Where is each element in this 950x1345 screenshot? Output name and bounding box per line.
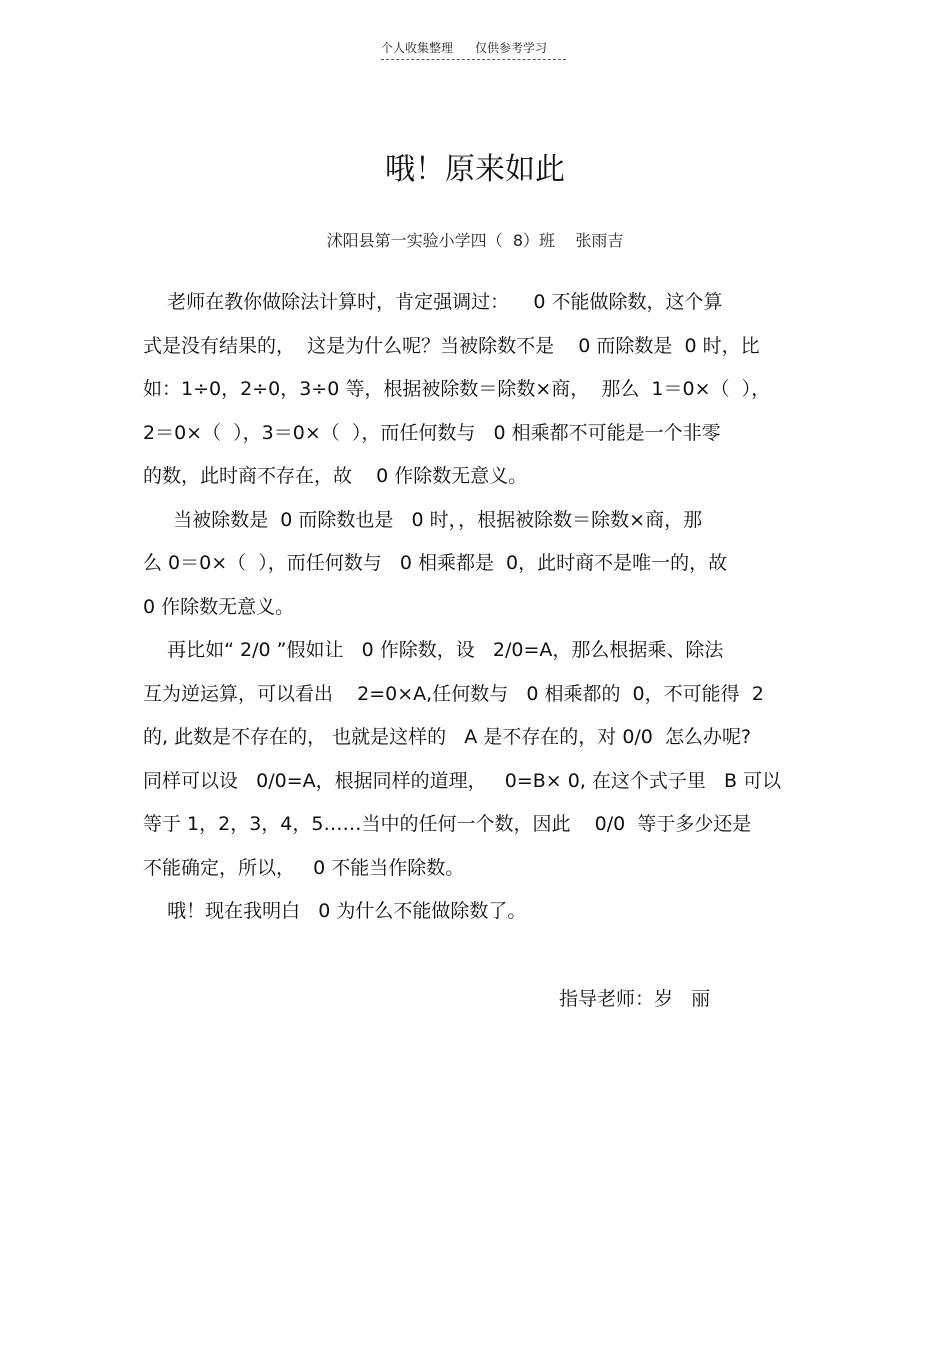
header-right-text: 仅供参考学习 bbox=[475, 41, 548, 55]
body-line: 的, 此数是不存在的， 也就是这样的 A 是不存在的，对 0/0 怎么办呢? bbox=[143, 726, 752, 748]
article-body bbox=[143, 281, 811, 934]
body-line: 如：1÷0，2÷0，3÷0 等，根据被除数＝除数×商， 那么 1＝0×（ ）， bbox=[143, 378, 771, 400]
body-line: 哦！现在我明白 0 为什么不能做除数了。 bbox=[143, 900, 527, 922]
body-line: 互为逆运算，可以看出 2=0×A,任何数与 0 相乘都的 0，不可能得 2 bbox=[143, 682, 764, 705]
body-line: 老师在教你做除法计算时，肯定强调过： 0 不能做除数，这个算 bbox=[143, 291, 723, 313]
page-header bbox=[381, 39, 566, 60]
header-left-text: 个人收集整理 bbox=[381, 41, 454, 55]
article-title: 哦！原来如此 bbox=[385, 152, 565, 187]
author-byline: 沭阳县第一实验小学四（ 8）班 张雨吉 bbox=[326, 231, 624, 250]
body-line: 2＝0×（ ），3＝0×（ ），而任何数与 0 相乘都不可能是一个非零 bbox=[143, 421, 721, 444]
body-line: 再比如“ 2/0 ”假如让 0 作除数，设 2/0=A，那么根据乘、除法 bbox=[143, 639, 724, 661]
advisor-signature: 指导老师：岁 丽 bbox=[559, 988, 711, 1010]
body-line: 等于 1，2，3，4，5……当中的任何一个数，因此 0/0 等于多少还是 bbox=[143, 813, 752, 835]
body-line: 0 作除数无意义。 bbox=[143, 595, 295, 618]
body-line: 当被除数是 0 而除数也是 0 时，，根据被除数＝除数×商，那 bbox=[143, 508, 703, 531]
body-line: 同样可以设 0/0=A，根据同样的道理， 0=B× 0, 在这个式子里 B 可以 bbox=[143, 769, 782, 792]
body-line: 不能确定，所以， 0 不能当作除数。 bbox=[143, 856, 465, 879]
body-line: 的数，此时商不存在，故 0 作除数无意义。 bbox=[143, 465, 528, 487]
body-line: 么 0＝0×（ ），而任何数与 0 相乘都是 0，此时商不是唯一的，故 bbox=[143, 552, 728, 574]
body-line: 式是没有结果的， 这是为什么呢？当被除数不是 0 而除数是 0 时，比 bbox=[143, 334, 760, 357]
